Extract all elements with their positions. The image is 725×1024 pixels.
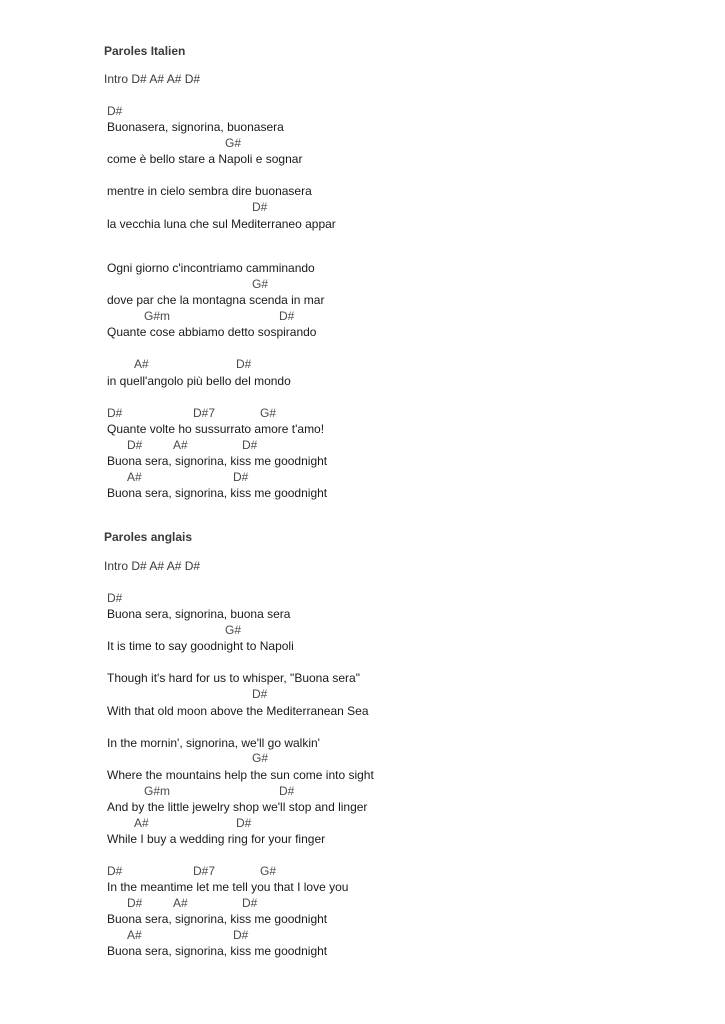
lyric-line: la vecchia luna che sul Mediterraneo appar [107, 217, 336, 231]
chord: D# [242, 438, 258, 452]
chord: D# [252, 200, 268, 214]
lyric-line: Buona sera, signorina, kiss me goodnight [107, 454, 328, 468]
section-title-italian: Paroles Italien [104, 44, 186, 58]
lyric-line: In the mornin', signorina, we'll go walkin' [107, 736, 320, 750]
chord: G#m [144, 309, 171, 323]
chord: D# [236, 357, 252, 371]
chord: A# [173, 896, 188, 910]
lyric-line: Quante cose abbiamo detto sospirando [107, 325, 317, 339]
chord: D# [107, 406, 123, 420]
intro-english: Intro D# A# A# D# [104, 559, 201, 573]
lyric-line: With that old moon above the Mediterranean Sea [107, 704, 369, 718]
lyric-line: come è bello stare a Napoli e sognar [107, 152, 303, 166]
chord: D# [107, 104, 123, 118]
chord: G# [225, 623, 242, 637]
chord: G#m [144, 784, 171, 798]
lyric-line: In the meantime let me tell you that I love you [107, 880, 349, 894]
lyric-line: Buona sera, signorina, kiss me goodnight [107, 486, 328, 500]
lyric-line: Buonasera, signorina, buonasera [107, 120, 284, 134]
chord: G# [252, 751, 269, 765]
chord: G# [252, 277, 269, 291]
chord: D# [233, 928, 249, 942]
lyric-line: Buona sera, signorina, buona sera [107, 607, 291, 621]
chord: D# [127, 438, 143, 452]
lyric-line: Ogni giorno c'incontriamo camminando [107, 261, 315, 275]
chord: A# [127, 928, 142, 942]
lyric-line: While I buy a wedding ring for your finger [107, 832, 326, 846]
lyric-line: Though it's hard for us to whisper, "Buona sera" [107, 671, 360, 685]
chord: D# [242, 896, 258, 910]
chord: G# [260, 864, 277, 878]
lyric-line: Buona sera, signorina, kiss me goodnight [107, 944, 328, 958]
chord: A# [134, 816, 149, 830]
chord: D# [252, 687, 268, 701]
chord: G# [225, 136, 242, 150]
lyric-line: And by the little jewelry shop we'll stop and linger [107, 800, 368, 814]
chord: D# [279, 309, 295, 323]
lyric-line: Buona sera, signorina, kiss me goodnight [107, 912, 328, 926]
lyric-line: mentre in cielo sembra dire buonasera [107, 184, 312, 198]
chord: D# [233, 470, 249, 484]
chord: G# [260, 406, 277, 420]
intro-italian: Intro D# A# A# D# [104, 72, 201, 86]
lyric-line: It is time to say goodnight to Napoli [107, 639, 294, 653]
chord: D# [127, 896, 143, 910]
chord: D# [279, 784, 295, 798]
chord: A# [127, 470, 142, 484]
chord: D#7 [193, 864, 216, 878]
chord: D# [107, 591, 123, 605]
lyric-line: in quell'angolo più bello del mondo [107, 374, 291, 388]
section-title-english: Paroles anglais [104, 530, 193, 544]
lyric-line: dove par che la montagna scenda in mar [107, 293, 325, 307]
lyric-line: Quante volte ho sussurrato amore t'amo! [107, 422, 325, 436]
chord: A# [134, 357, 149, 371]
lyric-line: Where the mountains help the sun come into sight [107, 768, 374, 782]
chord: D# [107, 864, 123, 878]
chord: A# [173, 438, 188, 452]
chord: D# [236, 816, 252, 830]
chord: D#7 [193, 406, 216, 420]
